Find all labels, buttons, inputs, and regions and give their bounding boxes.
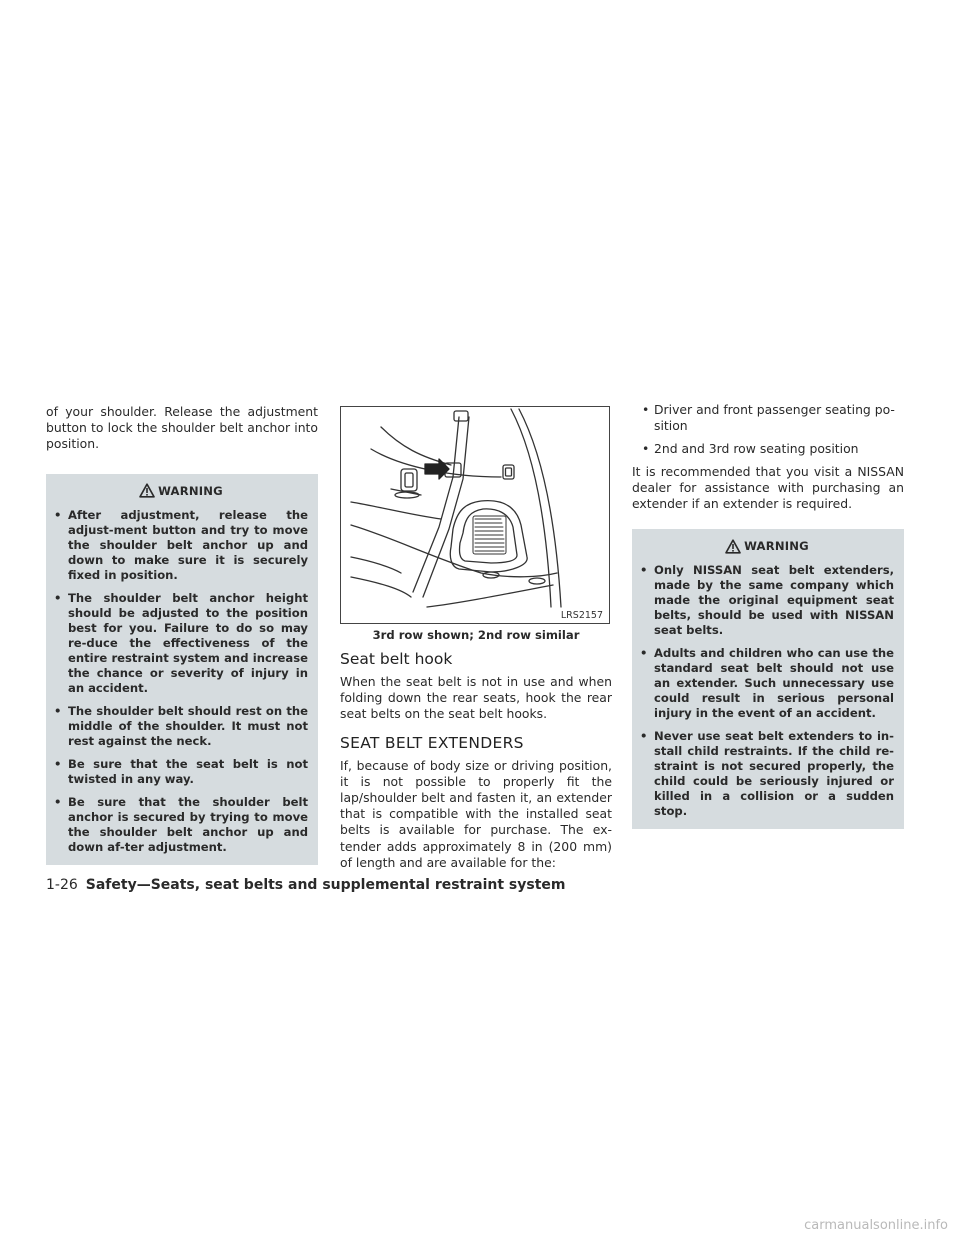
hook-paragraph: When the seat belt is not in use and when folding down the rear seats, hook the rear seat belts on the seat belt hooks.: [340, 674, 612, 722]
warning-item: • Never use seat belt extenders to in-stall child restraints. If the child re-straint is not secured properly, the child could be seriously injured or killed in a collision or a sudden stop.: [640, 729, 894, 819]
column-middle: [340, 406, 612, 871]
extenders-paragraph: If, because of body size or driving position, it is not possible to properly fit the lap/shoulder belt and fasten it, an extender that is compatible with the installed seat belts is available for purchase. The ex-tender adds approximately 8 in (200 mm) of length and are available for the:: [340, 757, 612, 870]
page-footer: [46, 877, 566, 893]
warning-triangle-icon: [725, 539, 741, 554]
warning-item: • Only NISSAN seat belt extenders, made by the same company which made the original equipment seat belts, should be used with NISSAN seat belts.: [640, 563, 894, 638]
seat-belt-hook-illustration: [340, 406, 610, 624]
bullet-dot: •: [54, 507, 62, 522]
figure-caption: 3rd row shown; 2nd row similar: [372, 628, 580, 642]
column-right: [632, 402, 904, 829]
warning-box-extenders: [632, 529, 904, 829]
warning-item: • Be sure that the shoulder belt anchor is secured by trying to move the shoulder belt anchor up and down af-ter adjustment.: [54, 794, 308, 854]
list-item: • Driver and front passenger seating po-sition: [642, 402, 895, 434]
list-item: • 2nd and 3rd row seating position: [642, 441, 859, 457]
bullet-dot: •: [54, 794, 62, 809]
page-number: 1-26: [46, 877, 78, 893]
warning-title: WARNING: [744, 539, 809, 554]
warning-list: [640, 563, 894, 819]
warning-box-adjustment: [46, 474, 318, 865]
warning-item: • Be sure that the seat belt is not twisted in any way.: [54, 756, 308, 786]
bullet-dot: •: [640, 646, 648, 661]
bullet-dot: •: [642, 441, 650, 457]
seating-position-list: [632, 402, 904, 458]
warning-item: • After adjustment, release the adjust-ment button and try to move the shoulder belt anchor up and down to make sure it is securely fixed in position.: [54, 507, 308, 582]
bullet-dot: •: [640, 729, 648, 744]
section-heading-extenders: SEAT BELT EXTENDERS: [340, 733, 524, 752]
recommend-paragraph: It is recommended that you visit a NISSAN dealer for assistance with purchasing an extender if an extender is required.: [632, 463, 904, 512]
warning-item: • The shoulder belt should rest on the middle of the shoulder. It must not rest against the neck.: [54, 703, 308, 748]
warning-item: • The shoulder belt anchor height should be adjusted to the position best for you. Failure to do so may re-duce the effectiveness of the entire restraint system and increase the chance or severity of injury in an accident.: [54, 590, 308, 695]
bullet-dot: •: [54, 590, 62, 605]
warning-list: [54, 508, 308, 855]
subheading-seat-belt-hook: Seat belt hook: [340, 650, 453, 668]
bullet-dot: •: [642, 402, 650, 417]
figure-code: LRS2157: [560, 610, 603, 621]
warning-header: [640, 535, 894, 557]
warning-item: • Adults and children who can use the standard seat belt should not use an extender. Such unnecessary use could result in serious personal injury in the event of an accident.: [640, 646, 894, 721]
cargo-area-drawing: [341, 407, 609, 623]
intro-paragraph: of your shoulder. Release the adjustment button to lock the shoulder belt anchor into position.: [46, 404, 318, 452]
chapter-title: Safety—Seats, seat belts and supplemental restraint system: [85, 877, 566, 893]
watermark-text: carmanualsonline.info: [804, 1218, 948, 1233]
warning-header: [54, 480, 308, 502]
warning-triangle-icon: [139, 483, 155, 498]
column-left: [46, 404, 318, 865]
bullet-dot: •: [54, 703, 62, 718]
bullet-dot: •: [640, 563, 648, 578]
bullet-dot: •: [54, 756, 62, 771]
warning-title: WARNING: [158, 483, 223, 498]
